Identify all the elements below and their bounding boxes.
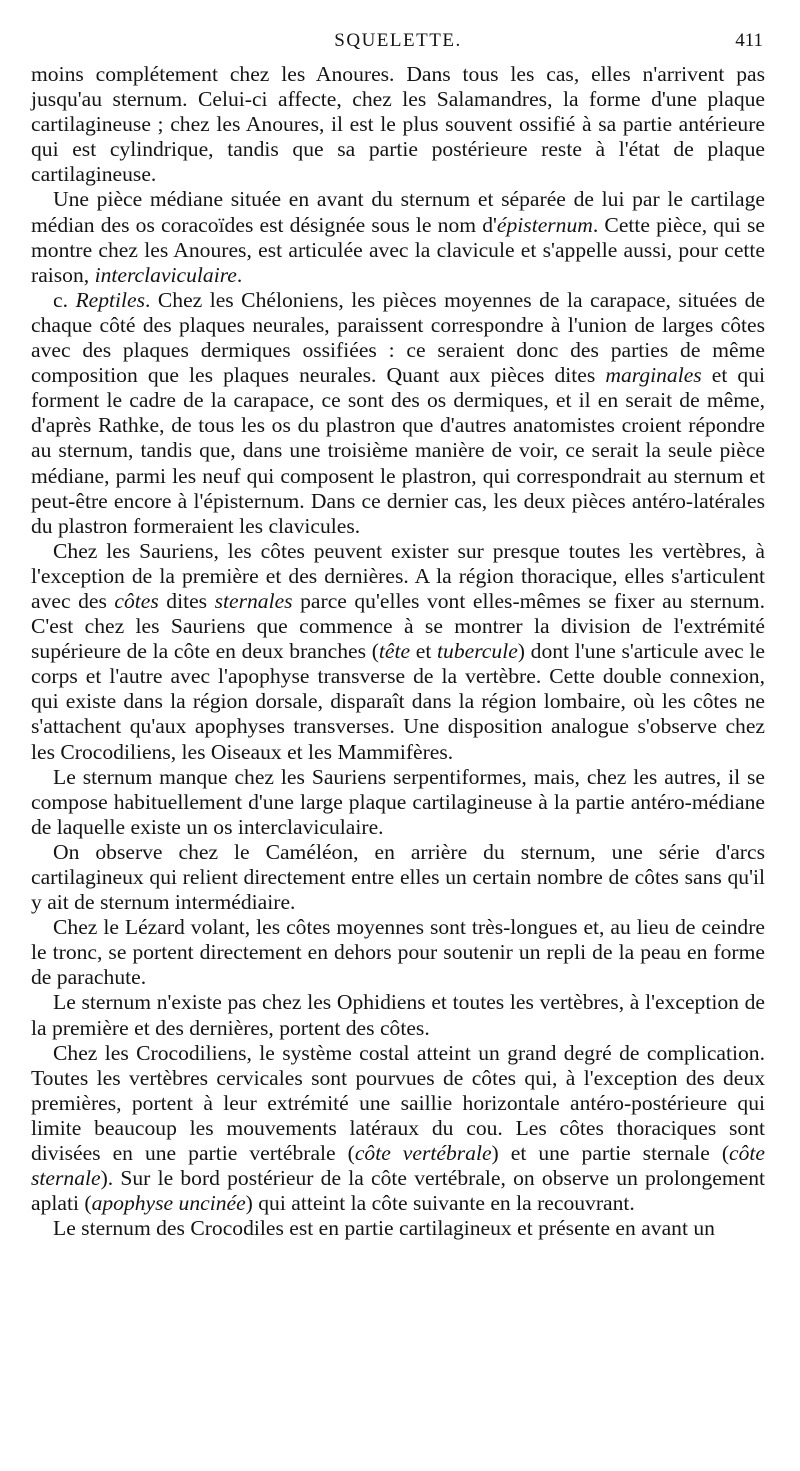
paragraph xyxy=(31,539,765,765)
running-head xyxy=(31,26,765,52)
book-page xyxy=(31,26,765,1241)
text-run: Le sternum des Crocodiles est en partie cartilagineux et présente en avant un xyxy=(53,1216,715,1241)
paragraph xyxy=(31,915,765,990)
text-run: On observe chez le Caméléon, en arrière du sternum, une série d'arcs cartilagineux qui relient directement entre elles un certain nombre de côtes sans qu'il y ait de sternum intermédiaire. xyxy=(31,839,765,915)
page-number: 411 xyxy=(735,30,763,51)
italic-term: interclaviculaire xyxy=(94,262,237,287)
italic-term: marginales xyxy=(605,363,702,388)
italic-term: tubercule xyxy=(437,639,518,664)
paragraph xyxy=(31,1216,765,1241)
text-run: c. xyxy=(53,287,76,312)
italic-term: côte sternale xyxy=(31,1141,765,1191)
italic-term: tête xyxy=(378,639,411,664)
paragraph xyxy=(31,288,765,539)
italic-term: Reptiles xyxy=(75,287,146,312)
italic-term: côte vertébrale xyxy=(354,1141,492,1166)
text-run: parce qu'elles vont elles-mêmes se fixer au sternum. C'est chez les Sauriens que commence à se montrer la division de l'extrémité supérieure de la côte en deux branches ( xyxy=(31,588,765,664)
text-run: Le sternum manque chez les Sauriens serpentiformes, mais, chez les autres, il se compose habituellement d'une large plaque cartilagineuse à la partie antéro-médiane de laquelle existe un os interclaviculaire. xyxy=(31,764,765,839)
text-run: Une pièce médiane située en avant du sternum et séparée de lui par le cartilage médian des os coracoïdes est désignée sous le nom d' xyxy=(31,187,765,237)
text-run: ) qui atteint la côte suivante en la recouvrant. xyxy=(245,1191,635,1216)
italic-term: sternales xyxy=(214,588,293,613)
text-run: . Chez les Chéloniens, les pièces moyennes de la carapace, situées de chaque côté des plaques neurales, paraissent correspondre à l'union de larges côtes avec des plaques dermiques ossifiées : ce seraient donc des parties de même composition que les plaques neurales. Quant aux pièces dites xyxy=(31,287,765,388)
text-run: . xyxy=(236,262,243,287)
paragraph xyxy=(31,990,765,1040)
text-run: ). Sur le bord postérieur de la côte vertébrale, on observe un prolongement aplati ( xyxy=(31,1166,765,1216)
italic-term: apophyse uncinée xyxy=(91,1191,246,1216)
text-run: et qui forment le cadre de la carapace, ce sont des os dermiques, et il en serait de même, d'après Rathke, de tous les os du plastron que d'autres anatomistes croient répondre au sternum, tandis que, dans une troisième manière de voir, ce serait la seule pièce médiane, parmi les neuf qui composent le plastron, qui correspondrait au sternum et peut-être encore à l'épisternum. Dans ce dernier cas, les deux pièces antéro-latérales du plastron formeraient les clavicules. xyxy=(31,363,765,538)
text-run: Le sternum n'existe pas chez les Ophidiens et toutes les vertèbres, à l'exception de la première et des dernières, portent des côtes. xyxy=(31,990,765,1040)
text-run: et xyxy=(410,639,438,664)
paragraph xyxy=(31,840,765,915)
body-text xyxy=(31,62,765,1241)
paragraph xyxy=(31,1041,765,1217)
italic-term: épisternum xyxy=(496,212,593,237)
paragraph xyxy=(31,187,765,287)
paragraph xyxy=(31,62,765,187)
paragraph xyxy=(31,765,765,840)
running-title: SQUELETTE. xyxy=(334,30,462,51)
text-run: moins complétement chez les Anoures. Dans tous les cas, elles n'arrivent pas jusqu'au sternum. Celui-ci affecte, chez les Salamandres, la forme d'une plaque cartilagineuse ; chez les Anoures, il est le plus souvent ossifié à sa partie antérieure qui est cylindrique, tandis que sa partie postérieure reste à l'état de plaque cartilagineuse. xyxy=(31,62,765,187)
text-run: Chez les Crocodiliens, le système costal atteint un grand degré de complication. Toutes les vertèbres cervicales sont pourvues de côtes qui, à l'exception des deux premières, portent à leur extrémité une saillie horizontale antéro-postérieure qui limite beaucoup les mouvements latéraux du cou. Les côtes thoraciques sont divisées en une partie vertébrale ( xyxy=(31,1040,765,1166)
text-run: . Cette pièce, qui se montre chez les Anoures, est articulée avec la clavicule et s'appelle aussi, pour cette raison, xyxy=(31,212,766,287)
text-run: ) dont l'une s'articule avec le corps et l'autre avec l'apophyse transverse de la vertèbre. Cette double connexion, qui existe dans la région dorsale, disparaît dans la région lombaire, où les côtes ne s'attachent qu'aux apophyses transverses. Une disposition analogue s'observe chez les Crocodiliens, les Oiseaux et les Mammifères. xyxy=(31,639,765,764)
text-run: Chez le Lézard volant, les côtes moyennes sont très-longues et, au lieu de ceindre le tronc, se portent directement en dehors pour soutenir un repli de la peau en forme de parachute. xyxy=(31,915,765,990)
italic-term: côtes xyxy=(114,588,159,613)
text-run: Chez les Sauriens, les côtes peuvent exister sur presque toutes les vertèbres, à l'exception de la première et des dernières. A la région thoracique, elles s'articulent avec des xyxy=(31,538,765,613)
text-run: dites xyxy=(158,588,215,613)
text-run: ) et une partie sternale ( xyxy=(491,1141,730,1166)
